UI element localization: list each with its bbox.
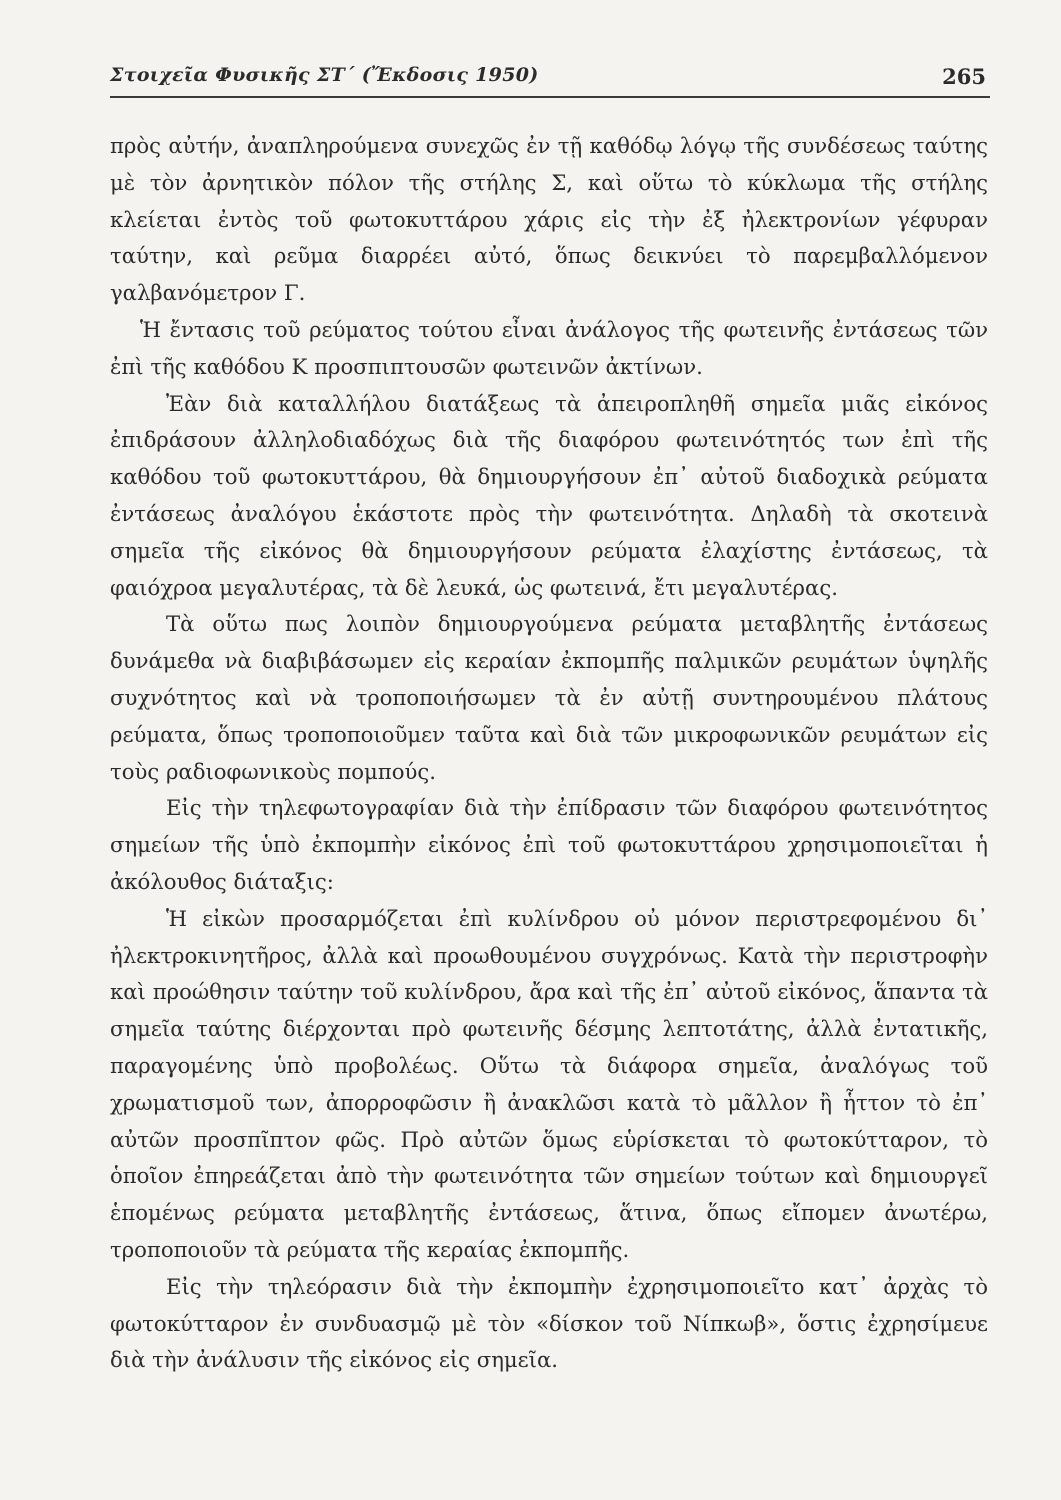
paragraph-4: Τὰ οὕτω πως λοιπὸν δημιουργούμενα ρεύματα μεταβλητῆς ἐντάσεως δυνάμεθα νὰ διαβιβάσωμεν εἰς κεραίαν ἐκπομπῆς παλμικῶν ρευμάτων ὑψηλῆς συχνότητος καὶ νὰ τροποποιήσωμεν τὰ ἐν αὐτῇ συντηρουμένου πλάτους ρεύματα, ὅπως τροποποιοῦμεν ταῦτα καὶ διὰ τῶν μικροφωνικῶν ρευμάτων εἰς τοὺς ραδιοφωνικοὺς πομπούς. (110, 611, 988, 784)
page-number: 265 (942, 64, 986, 89)
running-header (110, 60, 990, 98)
paragraph-3: Ἐὰν διὰ καταλλήλου διατάξεως τὰ ἀπειροπληθῆ σημεῖα μιᾶς εἰκόνος ἐπιδράσουν ἀλληλοδιαδόχως διὰ τῆς διαφόρου φωτεινότητός των ἐπὶ τῆς καθόδου τοῦ φωτοκυττάρου, θὰ δημιουργήσουν ἐπ᾽ αὐτοῦ διαδοχικὰ ρεύματα ἐντάσεως ἀναλόγου ἑκάστοτε πρὸς τὴν φωτεινότητα. Δηλαδὴ τὰ σκοτεινὰ σημεῖα τῆς εἰκόνος θὰ δημιουργήσουν ρεύματα ἐλαχίστης ἐντάσεως, τὰ φαιόχροα μεγαλυτέρας, τὰ δὲ λευκά, ὡς φωτεινά, ἔτι μεγαλυτέρας. (110, 390, 988, 600)
paragraph-2: Ἡ ἔντασις τοῦ ρεύματος τούτου εἶναι ἀνάλογος τῆς φωτεινῆς ἐντάσεως τῶν ἐπὶ τῆς καθόδου Κ προσπιπτουσῶν φωτεινῶν ἀκτίνων. (110, 316, 988, 379)
paragraph-1: πρὸς αὐτήν, ἀναπληρούμενα συνεχῶς ἐν τῇ καθόδῳ λόγῳ τῆς συνδέσεως ταύτης μὲ τὸν ἀρνητικὸν πόλον τῆς στήλης Σ, καὶ οὕτω τὸ κύκλωμα τῆς στήλης κλείεται ἐντὸς τοῦ φωτοκυττάρου χάρις εἰς τὴν ἐξ ἠλεκτρονίων γέφυραν ταύτην, καὶ ρεῦμα διαρρέει αὐτό, ὅπως δεικνύει τὸ παρεμβαλλόμενον γαλβανόμετρον Γ. (110, 133, 988, 306)
running-header-title: Στοιχεῖα Φυσικῆς ΣΤ΄ (Ἔκδοσις 1950) (110, 64, 539, 86)
paragraph-6: Ἡ εἰκὼν προσαρμόζεται ἐπὶ κυλίνδρου οὐ μόνον περιστρεφομένου δι᾽ ἠλεκτροκινητῆρος, ἀλλὰ καὶ προωθουμένου συγχρόνως. Κατὰ τὴν περιστροφὴν καὶ προώθησιν ταύτην τοῦ κυλίνδρου, ἄρα καὶ τῆς ἐπ᾽ αὐτοῦ εἰκόνος, ἅπαντα τὰ σημεῖα ταύτης διέρχονται πρὸ φωτεινῆς δέσμης λεπτοτάτης, ἀλλὰ ἐντατικῆς, παραγομένης ὑπὸ προβολέως. Οὕτω τὰ διάφορα σημεῖα, ἀναλόγως τοῦ χρωματισμοῦ των, ἀπορροφῶσιν ἢ ἀνακλῶσι κατὰ τὸ μᾶλλον ἢ ἧττον τὸ ἐπ᾽ αὐτῶν προσπῖπτον φῶς. Πρὸ αὐτῶν ὅμως εὑρίσκεται τὸ φωτοκύτταρον, τὸ ὁποῖον ἐπηρεάζεται ἀπὸ τὴν φωτεινότητα τῶν σημείων τούτων καὶ δημιουργεῖ ἑπομένως ρεύματα μεταβλητῆς ἐντάσεως, ἅτινα, ὅπως εἴπομεν ἀνωτέρω, τροποποιοῦν τὰ ρεύματα τῆς κεραίας ἐκπομπῆς. (110, 905, 988, 1262)
paragraph-7: Εἰς τὴν τηλεόρασιν διὰ τὴν ἐκπομπὴν ἐχρησιμοποιεῖτο κατ᾽ ἀρχὰς τὸ φωτοκύτταρον ἐν συνδυασμῷ μὲ τὸν «δίσκον τοῦ Νίπκωβ», ὅστις ἐχρησίμευε διὰ τὴν ἀνάλυσιν τῆς εἰκόνος εἰς σημεῖα. (110, 1273, 988, 1373)
paragraph-5: Εἰς τὴν τηλεφωτογραφίαν διὰ τὴν ἐπίδρασιν τῶν διαφόρου φωτεινότητος σημείων τῆς ὑπὸ ἐκπομπὴν εἰκόνος ἐπὶ τοῦ φωτοκυττάρου χρησιμοποιεῖται ἡ ἀκόλουθος διάταξις: (110, 795, 988, 894)
body-text (110, 128, 988, 1379)
